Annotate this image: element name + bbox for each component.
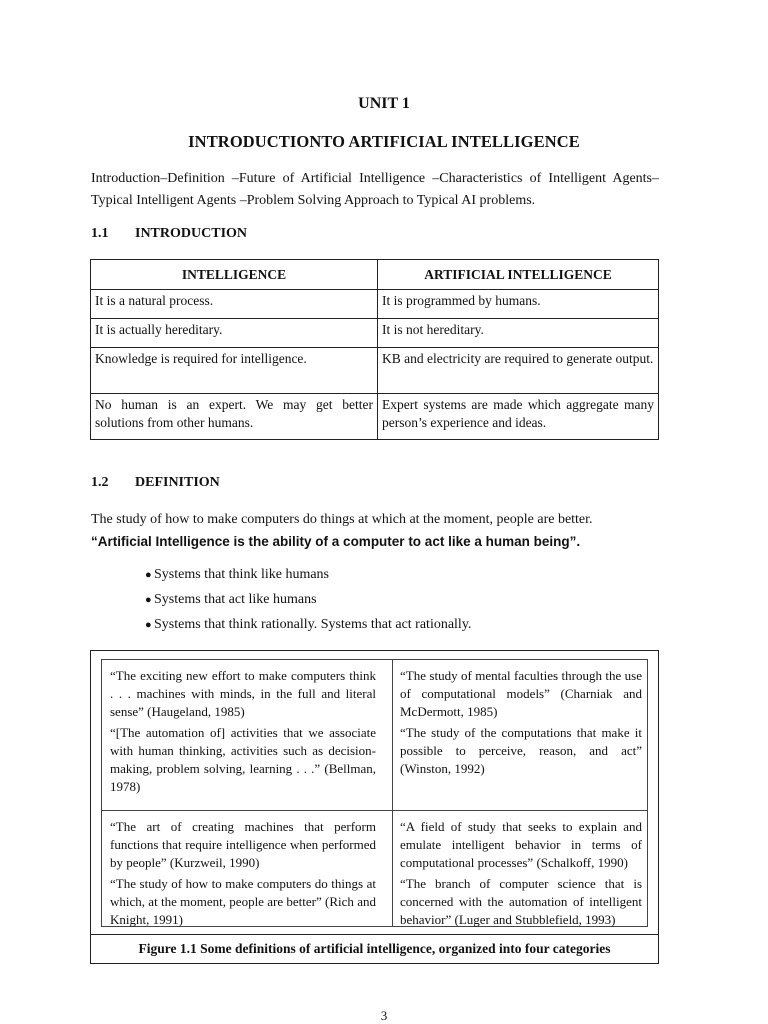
table-row bbox=[91, 394, 659, 440]
list-item bbox=[145, 614, 471, 639]
table-header-cell: ARTIFICIAL INTELLIGENCE bbox=[378, 260, 659, 290]
quote-text: “The study of mental faculties through the use of computational models” (Charniak and McDermott, 1985) bbox=[400, 668, 642, 719]
section-title: DEFINITION bbox=[135, 475, 220, 490]
table-cell: It is not hereditary. bbox=[378, 319, 659, 348]
quote-text: “The art of creating machines that perform functions that require intelligence when performed by people” (Kurzweil, 1990) bbox=[110, 819, 376, 870]
quadrant-thinking-humanly bbox=[110, 667, 376, 799]
list-item-text: Systems that think rationally. Systems that act rationally. bbox=[154, 617, 472, 632]
quote-text: “The study of the computations that make it possible to perceive, reason, and act” (Winston, 1992) bbox=[400, 725, 642, 776]
definition-bullets bbox=[145, 564, 471, 639]
definition-quote: “Artificial Intelligence is the ability of a computer to act like a human being”. bbox=[91, 534, 581, 549]
table-cell: Expert systems are made which aggregate many person’s experience and ideas. bbox=[378, 394, 659, 440]
list-item-text: Systems that think like humans bbox=[154, 567, 329, 582]
table-cell: It is actually hereditary. bbox=[91, 319, 378, 348]
figure-caption: Figure 1.1 Some definitions of artificial intelligence, organized into four categories bbox=[138, 941, 611, 956]
figure-definitions bbox=[90, 650, 659, 964]
bullet-icon: ● bbox=[145, 569, 152, 581]
page-title: INTRODUCTIONTO ARTIFICIAL INTELLIGENCE bbox=[188, 132, 580, 151]
bullet-icon: ● bbox=[145, 594, 152, 606]
quote-text: “The exciting new effort to make computers think . . . machines with minds, in the full and literal sense” (Haugeland, 1985) bbox=[110, 668, 376, 719]
grid-divider-vertical bbox=[392, 660, 393, 926]
bullet-icon: ● bbox=[145, 619, 152, 631]
table-cell: Knowledge is required for intelligence. bbox=[91, 348, 378, 394]
table-cell: It is programmed by humans. bbox=[378, 290, 659, 319]
section-number: 1.2 bbox=[91, 475, 109, 490]
table-header-cell: INTELLIGENCE bbox=[91, 260, 378, 290]
list-item bbox=[145, 589, 471, 614]
definition-text: The study of how to make computers do things at which at the moment, people are better. bbox=[91, 512, 593, 527]
section-number: 1.1 bbox=[91, 226, 109, 241]
list-item bbox=[145, 564, 471, 589]
section-heading-definition bbox=[91, 475, 220, 491]
figure-grid bbox=[101, 659, 648, 927]
table-header-row bbox=[91, 260, 659, 290]
quote-text: “The branch of computer science that is concerned with the automation of intelligent behavior” (Luger and Stubblefield, 1993) bbox=[400, 876, 642, 927]
quote-text: “The study of how to make computers do things at which, at the moment, people are better” (Rich and Knight, 1991) bbox=[110, 876, 376, 927]
table-cell: No human is an expert. We may get better solutions from other humans. bbox=[91, 394, 378, 440]
quote-text: “[The automation of] activities that we associate with human thinking, activities such as decision-making, problem solving, learning . . .” (Bellman, 1978) bbox=[110, 725, 376, 794]
section-heading-introduction bbox=[91, 226, 247, 242]
definition-paragraph bbox=[91, 509, 661, 553]
table-row bbox=[91, 290, 659, 319]
quadrant-acting-humanly bbox=[110, 818, 376, 932]
table-cell: KB and electricity are required to generate output. bbox=[378, 348, 659, 394]
list-item-text: Systems that act like humans bbox=[154, 592, 317, 607]
quadrant-acting-rationally bbox=[400, 818, 642, 932]
page-number: 3 bbox=[380, 1008, 388, 1023]
caption-divider bbox=[91, 934, 658, 935]
table-cell: It is a natural process. bbox=[91, 290, 378, 319]
grid-divider-horizontal bbox=[102, 810, 647, 811]
quadrant-thinking-rationally bbox=[400, 667, 642, 781]
comparison-table bbox=[90, 259, 659, 440]
table-row bbox=[91, 319, 659, 348]
unit-title: UNIT 1 bbox=[358, 95, 410, 112]
table-row bbox=[91, 348, 659, 394]
section-title: INTRODUCTION bbox=[135, 226, 248, 241]
quote-text: “A field of study that seeks to explain and emulate intelligent behavior in terms of computational processes” (Schalkoff, 1990) bbox=[400, 819, 642, 870]
intro-paragraph: Introduction–Definition –Future of Artificial Intelligence –Characteristics of Intelligent Agents– Typical Intelligent Agents –Problem Solving Approach to Typical AI problems. bbox=[91, 171, 659, 208]
